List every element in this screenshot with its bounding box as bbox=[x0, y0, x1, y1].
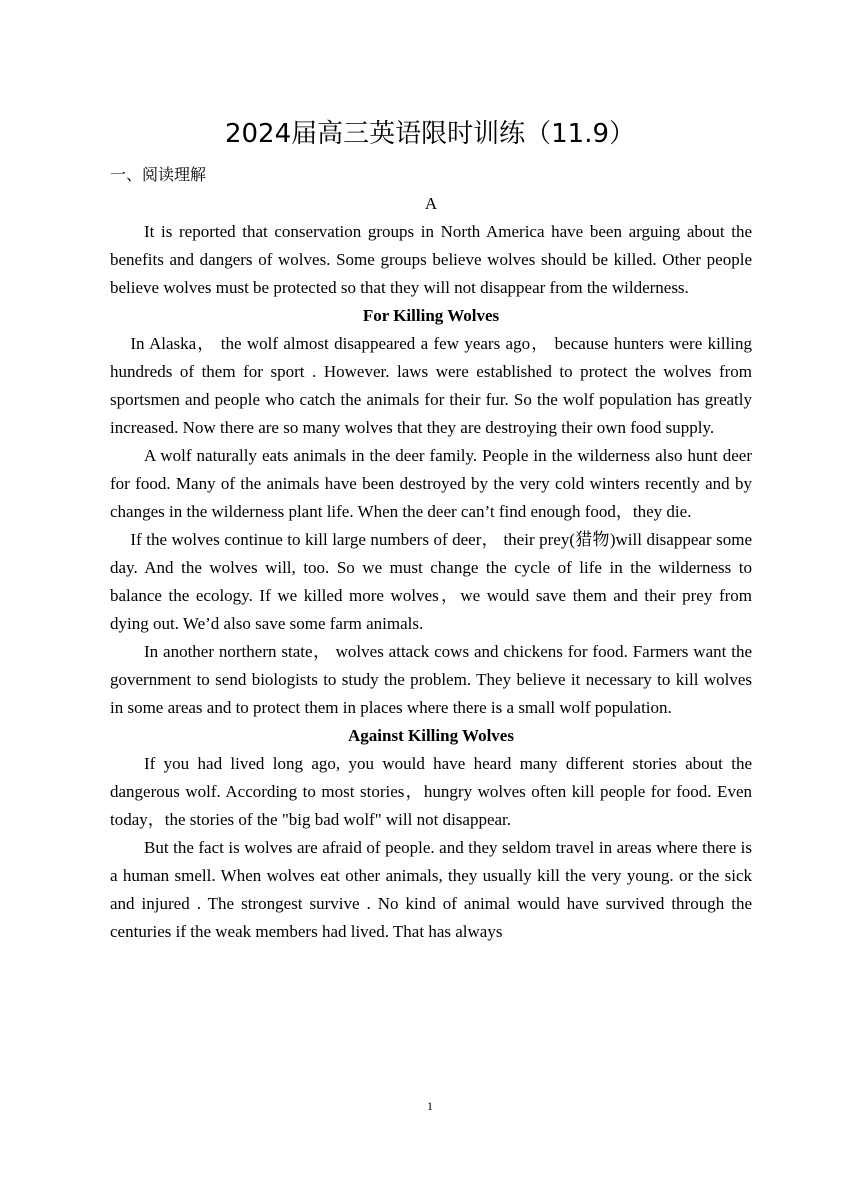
passage-label: A bbox=[424, 194, 438, 213]
subheading-for: For Killing Wolves bbox=[362, 306, 500, 325]
paragraph-fact: But the fact is wolves are afraid of people. and they seldom travel in areas where there is a human smell. When wolves eat other animals, they usually kill the very young. or the sick and injured . The strongest survive . No kind of animal would have survived through the centuries if the weak members had lived. That has always bbox=[110, 838, 752, 941]
paragraph-alaska: In Alaska， the wolf almost disappeared a few years ago， because hunters were killing hundreds of them for sport . However. laws were established to protect the wolves from sportsmen and people who catch the animals for their fur. So the wolf population has greatly increased. Now there are so many wolves that they are destroying their own food supply. bbox=[110, 334, 752, 437]
subheading-against: Against Killing Wolves bbox=[348, 726, 514, 745]
paragraph-farmers: In another northern state， wolves attack cows and chickens for food. Farmers want the government to send biologists to study the problem. They believe it necessary to kill wolves in some areas and to protect them in places where there is a small wolf population. bbox=[110, 642, 752, 717]
paragraph-deer: A wolf naturally eats animals in the deer family. People in the wilderness also hunt deer for food. Many of the animals have been destroyed by the very cold winters recently and by changes in the wilderness plant life. When the deer can’t find enough food，they die. bbox=[110, 446, 752, 521]
paragraph-prey: If the wolves continue to kill large numbers of deer， their prey(猎物)will disappear some day. And the wolves will, too. So we must change the cycle of life in the wilderness to balance the ecology. If we killed more wolves，we would save them and their prey from dying out. We’d also save some farm animals. bbox=[110, 530, 752, 633]
passage-body bbox=[110, 190, 752, 946]
page-number: 1 bbox=[427, 1099, 433, 1113]
paragraph-stories: If you had lived long ago, you would have heard many different stories about the dangerous wolf. According to most stories，hungry wolves often kill people for food. Even today，the stories of the "big bad wolf" will not disappear. bbox=[110, 754, 752, 829]
paragraph-intro: It is reported that conservation groups in North America have been arguing about the benefits and dangers of wolves. Some groups believe wolves should be killed. Other people believe wolves must be protected so that they will not disappear from the wilderness. bbox=[110, 222, 752, 297]
page-title: 2024届高三英语限时训练（11.9） bbox=[224, 119, 636, 149]
section-heading: 一、阅读理解 bbox=[110, 165, 207, 184]
